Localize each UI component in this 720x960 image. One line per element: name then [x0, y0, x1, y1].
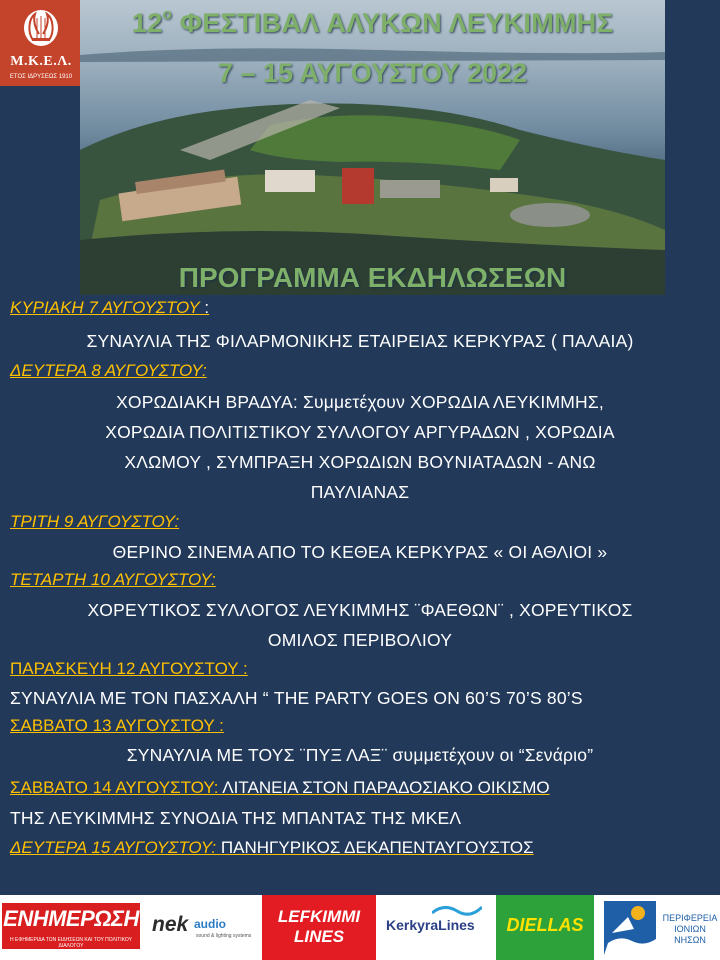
day-saturday-14: ΣΑΒΒΑΤΟ 14 ΑΥΓΟΥΣΤΟΥ: ΛΙΤΑΝΕΙΑ ΣΤΟΝ ΠΑΡΑΔΟΣΙΑΚΟ ΟΙΚΙΣΜΟ — [10, 778, 550, 797]
sponsor-diellas-name: DIELLAS — [506, 915, 584, 935]
event-wednesday-10-line2: ΟΜΙΛΟΣ ΠΕΡΙΒΟΛΙΟΥ — [267, 630, 453, 650]
event-sunday-7: ΣΥΝΑΥΛΙΑ ΤΗΣ ΦΙΛΑΡΜΟΝΙΚΗΣ ΕΤΑΙΡΕΙΑΣ ΚΕΡΚΥΡΑΣ ( ΠΑΛΑΙΑ) — [86, 331, 634, 351]
sponsor-ionian-islands-region — [600, 895, 720, 960]
day-saturday-13: ΣΑΒΒΑΤΟ 13 ΑΥΓΟΥΣΤΟΥ : — [10, 716, 224, 735]
sponsor-lefkimmi-line2: LINES — [293, 927, 345, 946]
region-line1: ΠΕΡΙΦΕΡΕΙΑ — [662, 913, 718, 923]
region-emblem-icon — [602, 899, 658, 957]
lyre-icon — [21, 4, 61, 48]
event-tuesday-9: ΘΕΡΙΝΟ ΣΙΝΕΜΑ ΑΠΟ ΤΟ ΚΕΘΕΑ ΚΕΡΚΥΡΑΣ « ΟΙ ΑΘΛΙΟΙ » — [112, 542, 608, 562]
sponsor-enimerosi — [0, 895, 142, 960]
aerial-landscape-image — [80, 0, 665, 295]
festival-aerial-photo — [80, 0, 665, 295]
program-heading: ΠΡΟΓΡΑΜΜΑ ΕΚΔΗΛΩΣΕΩΝ — [178, 262, 567, 293]
day-sunday-7: ΚΥΡΙΑΚΗ 7 ΑΥΓΟΥΣΤΟΥ : — [10, 298, 210, 317]
sponsor-lefkimmi-lines — [262, 895, 376, 960]
sponsor-nekaudio-name: nek — [152, 913, 189, 936]
sponsor-lefkimmi-line1: LEFKIMMI — [277, 907, 361, 926]
logo-founded: ΕΤΟΣ ΙΔΡΥΣΕΩΣ 1910 — [9, 74, 73, 80]
event-monday-15: ΠΑΝΗΓΥΡΙΚΟΣ ΔΕΚΑΠΕΝΤΑΥΓΟΥΣΤΟΣ — [220, 838, 534, 857]
sponsor-nekaudio — [148, 895, 256, 960]
event-monday-8-line3: ΧΛΩΜΟΥ , ΣΥΜΠΡΑΞΗ ΧΟΡΩΔΙΩΝ ΒΟΥΝΙΑΤΑΔΩΝ - ΑΝΩ — [124, 452, 596, 472]
event-monday-8-line4: ΠΑΥΛΙΑΝΑΣ — [310, 482, 410, 502]
logo-name: Μ.Κ.Ε.Λ. — [10, 54, 72, 69]
region-line2: ΙΟΝΙΩΝ — [674, 924, 706, 934]
event-wednesday-10-line1: ΧΟΡΕΥΤΙΚΟΣ ΣΥΛΛΟΓΟΣ ΛΕΥΚΙΜΜΗΣ ¨ΦΑΕΘΩΝ¨ , ΧΟΡΕΥΤΙΚΟΣ — [87, 600, 633, 620]
day-wednesday-10: ΤΕΤΑΡΤΗ 10 ΑΥΓΟΥΣΤΟΥ: — [10, 570, 216, 589]
festival-title: $12^o$ ΦΕΣΤΙΒΑΛ ΑΛΥΚΩΝ ΛΕΥΚΙΜΜΗΣ — [131, 6, 614, 38]
event-monday-8-line1: ΧΟΡΩΔΙΑΚΗ ΒΡΑΔΥΑ: Συμμετέχουν ΧΟΡΩΔΙΑ ΛΕΥΚΙΜΜΗΣ, — [116, 392, 604, 412]
sponsor-kerkyra-name: KerkyraLines — [386, 917, 475, 933]
waves-icon — [432, 903, 482, 917]
event-saturday-14-line1: ΛΙΤΑΝΕΙΑ ΣΤΟΝ ΠΑΡΑΔΟΣΙΑΚΟ ΟΙΚΙΣΜΟ — [218, 778, 550, 797]
sponsor-enimerosi-tagline: Η ΕΦΗΜΕΡΙΔΑ ΤΩΝ ΕΙΔΗΣΕΩΝ ΚΑΙ ΤΟΥ ΠΟΛΙΤΙΚΟΥ ΔΙΑΛΟΓΟΥ — [10, 937, 132, 949]
event-friday-12: ΣΥΝΑΥΛΙΑ ΜΕ ΤΟΝ ΠΑΣΧΑΛΗ “ THE PARTY GOES ON 60’S 70’S 80’S — [10, 688, 583, 708]
day-monday-8: ΔΕΥΤΕΡΑ 8 ΑΥΓΟΥΣΤΟΥ: — [10, 361, 207, 380]
day-tuesday-9: ΤΡΙΤΗ 9 ΑΥΓΟΥΣΤΟΥ: — [10, 512, 180, 531]
event-saturday-13: ΣΥΝΑΥΛΙΑ ΜΕ ΤΟΥΣ ¨ΠΥΞ ΛΑΞ¨ συμμετέχουν οι “Σενάριο” — [126, 745, 594, 765]
festival-dates: 7 – 15 ΑΥΓΟΥΣΤΟΥ 2022 — [217, 58, 528, 88]
sponsors-bar — [0, 895, 720, 960]
mkel-logo — [0, 0, 82, 86]
day-friday-12: ΠΑΡΑΣΚΕΥΗ 12 ΑΥΓΟΥΣΤΟΥ : — [10, 659, 248, 678]
sponsor-enimerosi-name: ΕΝΗΜΕΡΩΣΗ — [3, 906, 139, 931]
event-saturday-14-line2: ΤΗΣ ΛΕΥΚΙΜΜΗΣ ΣΥΝΟΔΙΑ ΤΗΣ ΜΠΑΝΤΑΣ ΤΗΣ ΜΚΕΛ — [10, 808, 462, 828]
sponsor-diellas — [496, 895, 594, 960]
day-monday-15: ΔΕΥΤΕΡΑ 15 ΑΥΓΟΥΣΤΟΥ: ΠΑΝΗΓΥΡΙΚΟΣ ΔΕΚΑΠΕΝΤΑΥΓΟΥΣΤΟΣ — [10, 838, 534, 857]
region-line3: ΝΗΣΩΝ — [674, 935, 706, 945]
sponsor-nekaudio-name2: audio — [194, 917, 226, 931]
event-monday-8-line2: ΧΟΡΩΔΙΑ ΠΟΛΙΤΙΣΤΙΚΟΥ ΣΥΛΛΟΓΟΥ ΑΡΓΥΡΑΔΩΝ , ΧΟΡΩΔΙΑ — [105, 422, 615, 442]
sponsor-nekaudio-tagline: sound & lighting systems — [196, 933, 252, 939]
sponsor-kerkyra-lines — [382, 895, 490, 960]
